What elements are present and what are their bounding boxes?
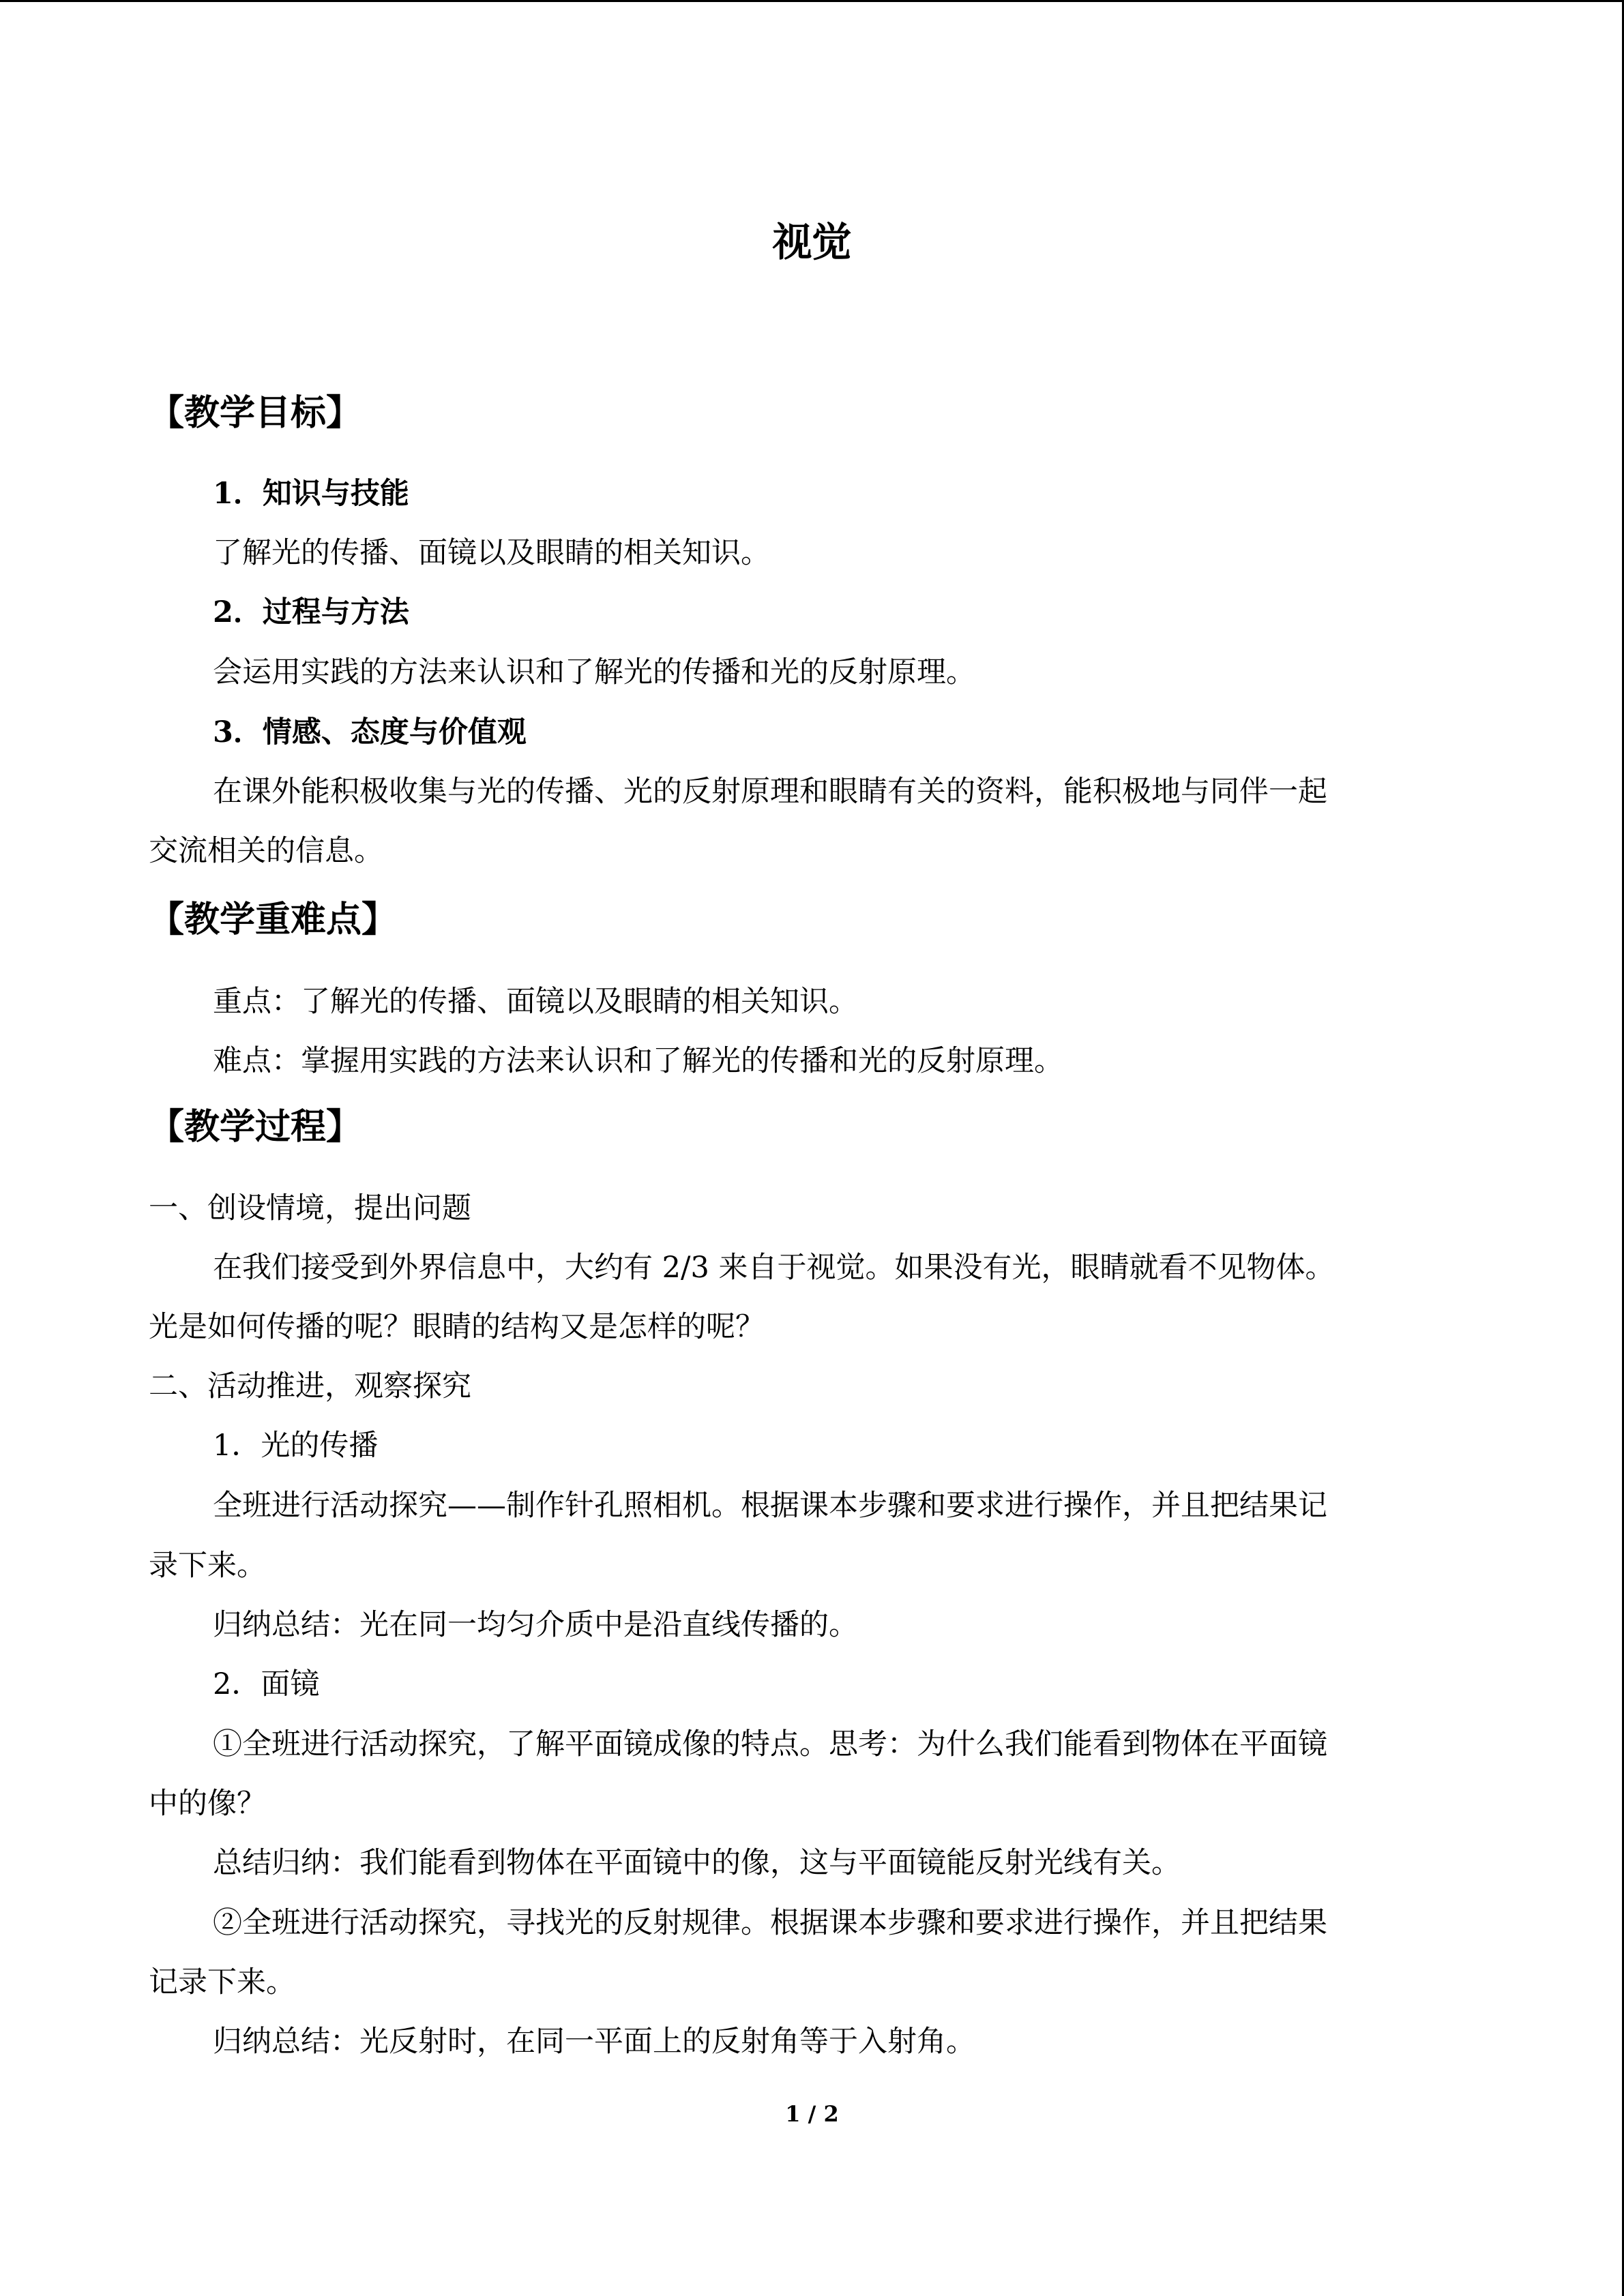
objective-2-title: 2．过程与方法 bbox=[213, 595, 409, 629]
key-point-focus: 重点：了解光的传播、面镜以及眼睛的相关知识。 bbox=[213, 985, 858, 1019]
objective-3-title: 3．情感、态度与价值观 bbox=[213, 715, 527, 749]
process-part-1-text-line-1: 在我们接受到外界信息中，大约有 2/3 来自于视觉。如果没有光，眼睛就看不见物体。 bbox=[213, 1251, 1335, 1285]
process-sub-2a-text-line-2: 中的像？ bbox=[149, 1787, 266, 1821]
process-sub-1-summary: 归纳总结：光在同一均匀介质中是沿直线传播的。 bbox=[213, 1608, 858, 1642]
page-number: 1 / 2 bbox=[785, 2101, 839, 2127]
process-part-2-title: 二、活动推进，观察探究 bbox=[149, 1369, 471, 1403]
process-sub-1-text-line-1: 全班进行活动探究——制作针孔照相机。根据课本步骤和要求进行操作，并且把结果记 bbox=[213, 1489, 1327, 1523]
process-part-1-text-line-2: 光是如何传播的呢？眼睛的结构又是怎样的呢？ bbox=[149, 1310, 765, 1344]
objective-1-title: 1．知识与技能 bbox=[213, 477, 409, 511]
key-point-difficulty: 难点：掌握用实践的方法来认识和了解光的传播和光的反射原理。 bbox=[213, 1044, 1063, 1078]
section-heading-key-points: 【教学重难点】 bbox=[149, 899, 398, 940]
process-sub-2a-summary: 总结归纳：我们能看到物体在平面镜中的像，这与平面镜能反射光线有关。 bbox=[213, 1846, 1181, 1880]
process-sub-2b-summary: 归纳总结：光反射时，在同一平面上的反射角等于入射角。 bbox=[213, 2025, 975, 2059]
section-heading-process: 【教学过程】 bbox=[149, 1106, 362, 1148]
objective-3-text-line-1: 在课外能积极收集与光的传播、光的反射原理和眼睛有关的资料，能积极地与同伴一起 bbox=[213, 775, 1327, 809]
objective-1-text: 了解光的传播、面镜以及眼睛的相关知识。 bbox=[213, 536, 770, 570]
process-sub-1-text-line-2: 录下来。 bbox=[149, 1549, 266, 1583]
page-title: 视觉 bbox=[772, 219, 852, 265]
process-part-1-title: 一、创设情境，提出问题 bbox=[149, 1191, 471, 1225]
process-sub-2-title: 2．面镜 bbox=[213, 1667, 320, 1701]
process-sub-2b-text-line-2: 记录下来。 bbox=[149, 1965, 295, 1999]
process-sub-1-title: 1．光的传播 bbox=[213, 1429, 379, 1463]
top-border bbox=[0, 0, 1624, 2]
process-sub-2b-text-line-1: ②全班进行活动探究，寻找光的反射规律。根据课本步骤和要求进行操作，并且把结果 bbox=[213, 1906, 1327, 1940]
objective-2-text: 会运用实践的方法来认识和了解光的传播和光的反射原理。 bbox=[213, 655, 975, 689]
objective-3-text-line-2: 交流相关的信息。 bbox=[149, 834, 383, 868]
section-heading-objectives: 【教学目标】 bbox=[149, 392, 362, 434]
process-sub-2a-text-line-1: ①全班进行活动探究，了解平面镜成像的特点。思考：为什么我们能看到物体在平面镜 bbox=[213, 1727, 1327, 1761]
